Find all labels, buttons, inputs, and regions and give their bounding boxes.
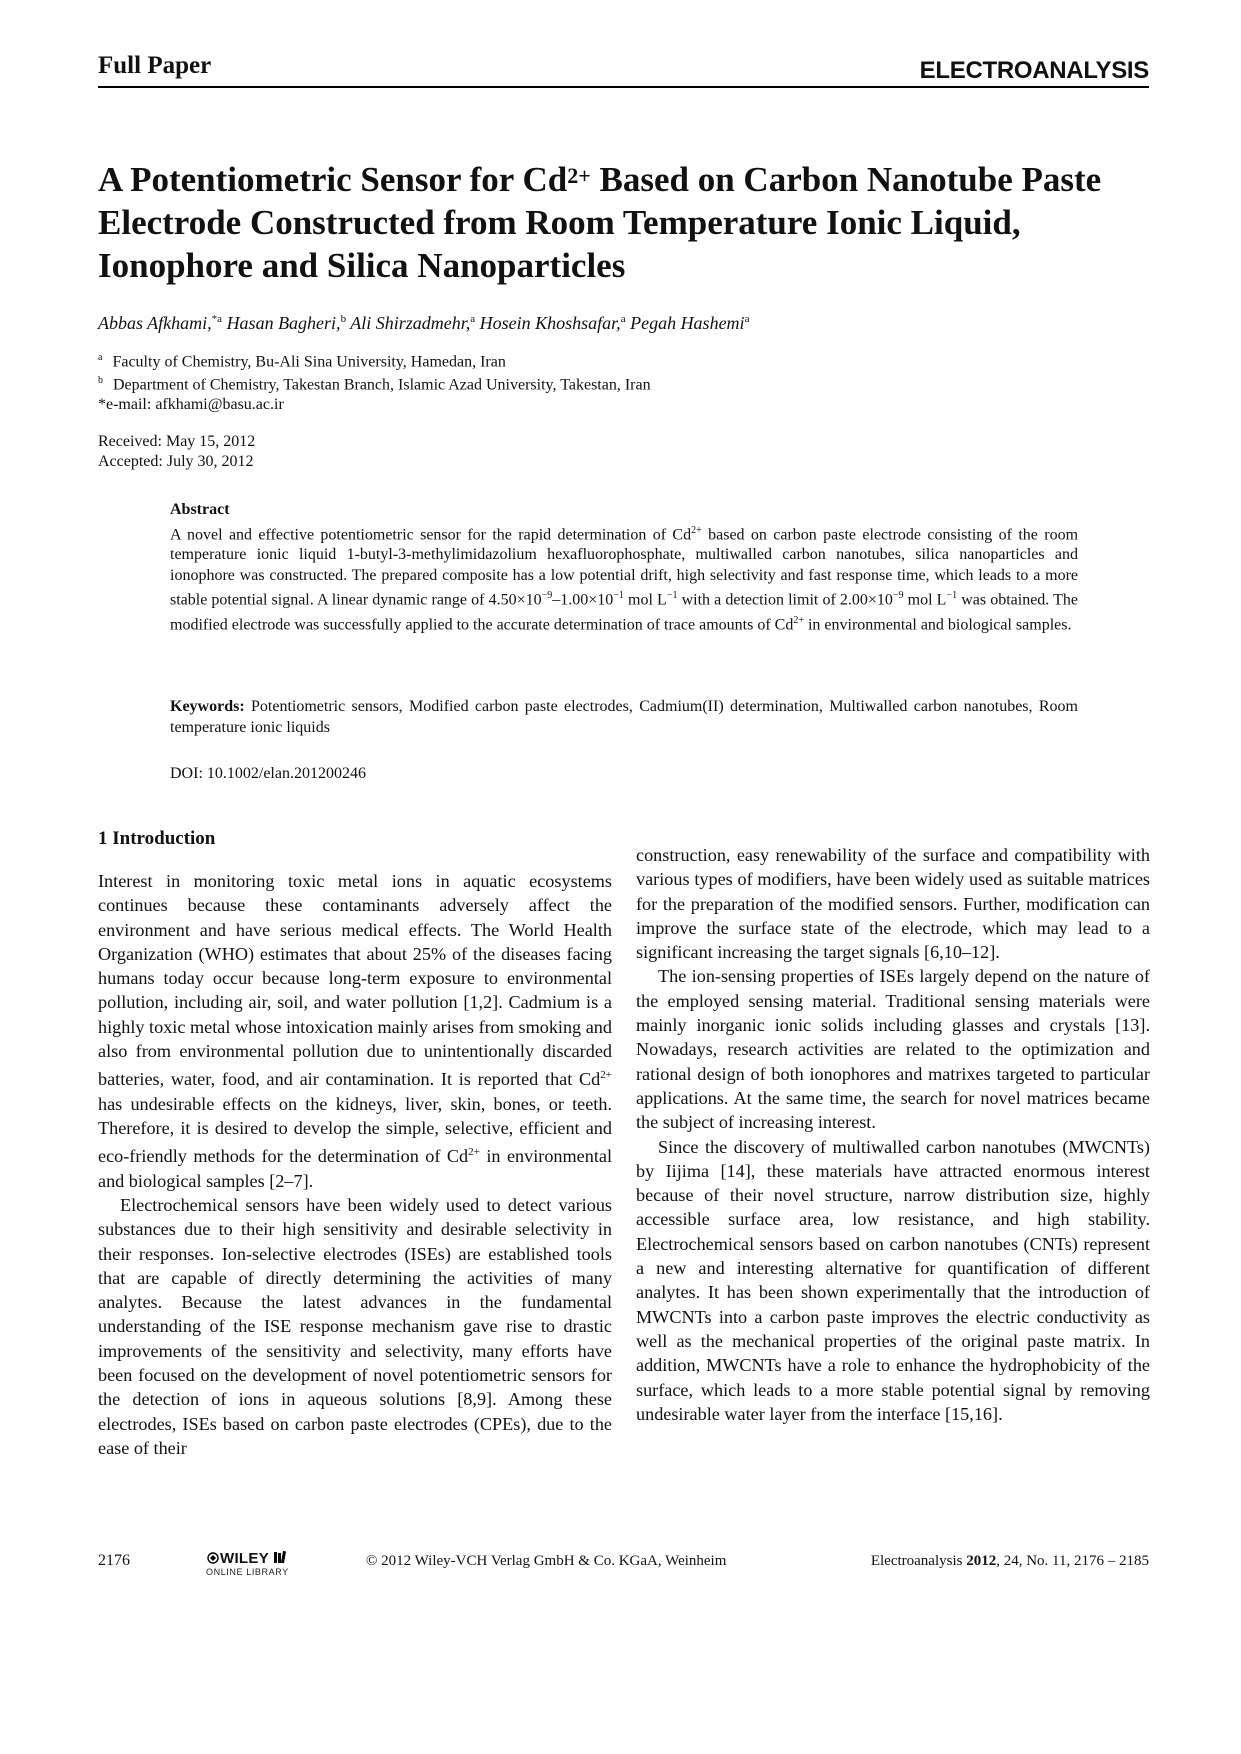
- title-text-2: Based on Carbon Nanotube Paste Electrode Constructed from Room Temperature Ionic Liquid, Ionophore and Silica Nanoparticles: [98, 160, 1102, 285]
- abstract-sup: 2+: [691, 524, 702, 536]
- paragraph: [98, 869, 612, 1193]
- author-name: Hosein Khoshsafar,: [479, 313, 621, 333]
- author-affil-mark: a: [744, 313, 750, 325]
- author-affil-mark: a: [620, 313, 626, 325]
- page-footer: [98, 1550, 1149, 1584]
- author-name: Ali Shirzadmehr,: [350, 313, 471, 333]
- abstract-heading: Abstract: [170, 501, 230, 518]
- affiliation-mark: b: [98, 375, 103, 387]
- author-list: [98, 313, 749, 334]
- journal-year: 2012: [966, 1553, 997, 1569]
- keywords-block: [170, 697, 1078, 738]
- keywords-label: Keywords:: [170, 698, 245, 715]
- author-affil-mark: *a: [211, 313, 223, 325]
- received-date: Received: May 15, 2012: [98, 433, 256, 450]
- journal-name: Electroanalysis: [870, 1553, 963, 1569]
- paragraph-sup: 2+: [468, 1146, 480, 1159]
- abstract-text: was obtained. The modified electrode was successfully applied to the accurate determination of trace amounts of Cd: [170, 591, 1078, 634]
- abstract-text: –1.00×10: [552, 591, 614, 609]
- journal-header-name: ELECTROANALYSIS: [919, 57, 1149, 84]
- abstract-sup: 2+: [793, 615, 804, 627]
- affiliation-mark: a: [98, 352, 103, 363]
- affiliation-text: Faculty of Chemistry, Bu-Ali Sina University, Hamedan, Iran: [112, 353, 506, 371]
- body-column-left: [98, 869, 612, 1460]
- author-name: Hasan Bagheri,: [226, 313, 341, 333]
- abstract-sup: −9: [541, 590, 553, 602]
- abstract-sup: −1: [946, 590, 958, 602]
- abstract-text: mol L: [903, 591, 947, 609]
- paper-title: [98, 158, 1148, 287]
- paragraph: construction, easy renewability of the surface and compatibility with various types of modifiers, have been widely used as suitable matrices for the preparation of the modified sensors. Further, modification can improve the surface state of the electrode, which may lead to a significant increasing the target signals [6,10–12].: [636, 845, 1150, 963]
- author-name: Pegah Hashemi: [630, 313, 745, 333]
- affiliation-b: [98, 371, 651, 394]
- abstract-body: [170, 521, 1078, 636]
- paragraph-text: in environmental and biological samples [2–7].: [98, 1146, 612, 1191]
- paragraph: Since the discovery of multiwalled carbon nanotubes (MWCNTs) by Iijima [14], these materials have attracted enormous interest because of their novel structure, narrow distribution size, highly accessible surface area, low resistance, and high stability. Electrochemical sensors based on carbon nanotubes (CNTs) represent a new and interesting alternative for quantification of different analytes. It has been shown experimentally that the introduction of MWCNTs into a carbon paste improves the electric conductivity as well as the mechanical properties of the original paste matrix. In addition, MWCNTs have a role to enhance the hydrophobicity of the surface, which leads to a more stable potential signal by removing undesirable water layer from the interface [15,16].: [636, 1136, 1150, 1424]
- keywords-text: Potentiometric sensors, Modified carbon paste electrodes, Cadmium(II) determination, Multiwalled carbon nanotubes, Room temperature ionic liquids: [170, 698, 1078, 736]
- corresponding-email: *e-mail: afkhami@basu.ac.ir: [98, 395, 284, 413]
- abstract-text: in environmental and biological samples.: [803, 616, 1072, 634]
- body-column-right: [636, 843, 1150, 1426]
- section-heading: 1 Introduction: [98, 828, 216, 849]
- abstract-text: based on carbon paste electrode consisting of the room temperature ionic liquid 1-butyl-3-methylimidazolium hexafluorophosphate, multiwalled carbon nanotubes, silica nanoparticles and ionophore was constructed. The prepared composite has a low potential drift, high selectivity and fast response time, which leads to a more stable potential signal. A linear dynamic range of 4.50×10: [170, 525, 1079, 609]
- paragraph-sup: 2+: [600, 1069, 612, 1082]
- accepted-date: Accepted: July 30, 2012: [98, 453, 254, 470]
- header-divider: [98, 86, 1149, 88]
- abstract-sup: −1: [613, 590, 624, 602]
- affiliations: [98, 348, 651, 414]
- title-superscript: 2+: [567, 163, 591, 188]
- journal-issue: , 24, No. 11, 2176 – 2185: [996, 1553, 1149, 1569]
- author-affil-mark: a: [470, 313, 476, 325]
- paragraph: The ion-sensing properties of ISEs largely depend on the nature of the employed sensing material. Traditional sensing materials were mainly inorganic ionic solids including glasses and crystals [13]. Nowadays, research activities are related to the optimization and rational design of both ionophores and matrixes targeted to particular applications. At the same time, the search for novel matrices became the subject of increasing interest.: [636, 966, 1150, 1133]
- affiliation-a: [98, 348, 651, 371]
- abstract-sup: −1: [666, 590, 678, 602]
- doi-link[interactable]: DOI: 10.1002/elan.201200246: [170, 765, 366, 782]
- abstract-text: mol L: [623, 591, 667, 609]
- copyright-notice: © 2012 Wiley-VCH Verlag GmbH & Co. KGaA, Weinheim: [366, 1553, 727, 1569]
- abstract-block: [170, 500, 1078, 636]
- title-text-1: A Potentiometric Sensor for Cd: [98, 160, 568, 199]
- abstract-text: A novel and effective potentiometric sensor for the rapid determination of Cd: [170, 525, 692, 543]
- wiley-logo-sub: ONLINE LIBRARY: [206, 1567, 289, 1577]
- abstract-sup: −9: [892, 590, 904, 602]
- author-name: Abbas Afkhami,: [98, 313, 212, 333]
- publication-dates: [98, 432, 255, 472]
- author-affil-mark: b: [340, 313, 347, 325]
- paragraph: Electrochemical sensors have been widely used to detect various substances due to their high sensitivity and desirable selectivity in their responses. Ion-selective electrodes (ISEs) are established tools that are capable of directly determining the activities of many analytes. Because the latest advances in the fundamental understanding of the ISE response mechanism gave rise to drastic improvements of the sensitivity and selectivity, many efforts have been focused on the development of novel potentiometric sensors for the detection of ions in aqueous solutions [8,9]. Among these electrodes, ISEs based on carbon paste electrodes (CPEs), due to the ease of their: [98, 1194, 612, 1458]
- paragraph-text: has undesirable effects on the kidneys, liver, skin, bones, or teeth. Therefore, it is desired to develop the simple, selective, efficient and eco-friendly methods for the determination of Cd: [98, 1093, 612, 1167]
- wiley-logo: [206, 1550, 289, 1577]
- library-books-icon: [273, 1551, 287, 1564]
- wiley-logo-main: [206, 1550, 289, 1567]
- journal-citation: [871, 1553, 1149, 1570]
- page-number: 2176: [98, 1552, 130, 1569]
- wiley-emblem-icon: [206, 1552, 220, 1564]
- header-section-label: Full Paper: [98, 52, 212, 79]
- affiliation-text: Department of Chemistry, Takestan Branch, Islamic Azad University, Takestan, Iran: [113, 376, 651, 394]
- abstract-text: with a detection limit of 2.00×10: [677, 591, 893, 609]
- paragraph-text: Interest in monitoring toxic metal ions in aquatic ecosystems continues because these contaminants adversely affect the environment and have serious medical effects. The World Health Organization (WHO) estimates that about 25% of the diseases facing humans today occur because long-term exposure to environmental pollution, including air, soil, and water pollution [1,2]. Cadmium is a highly toxic metal whose intoxication mainly arises from smoking and also from environmental pollution due to unintentionally discarded batteries, water, food, and air contamination. It is reported that Cd: [98, 871, 612, 1090]
- wiley-logo-text: WILEY: [220, 1550, 269, 1567]
